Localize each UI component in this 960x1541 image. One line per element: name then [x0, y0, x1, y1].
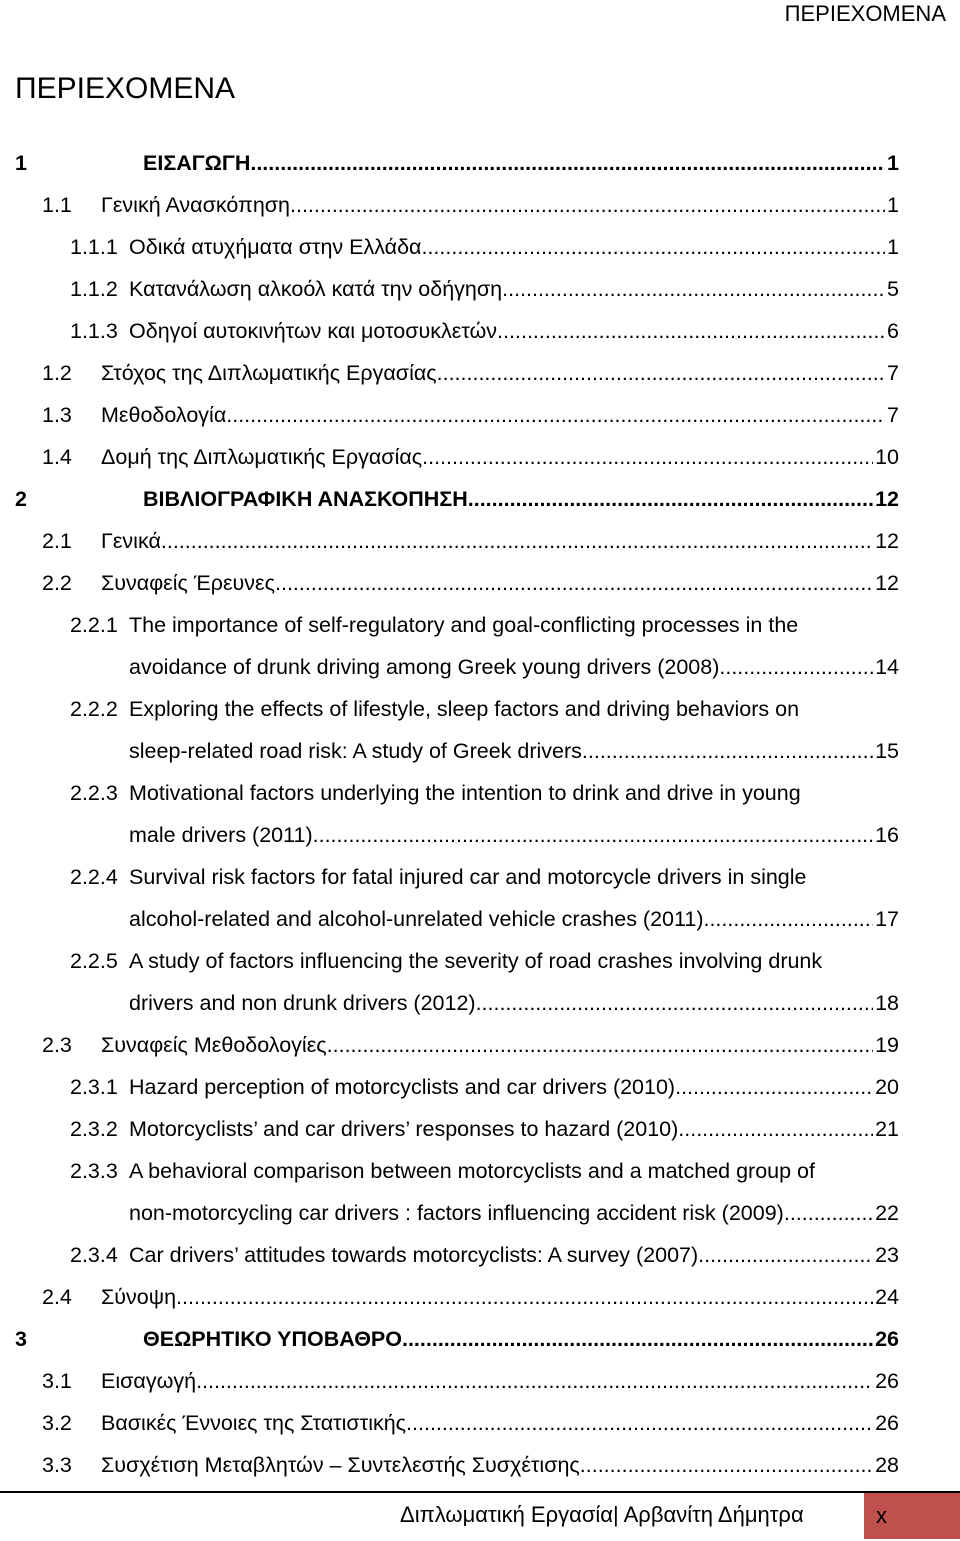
toc-entry-title: Μεθοδολογία: [101, 403, 227, 427]
footer-text: Διπλωματική Εργασία| Αρβανίτη Δήμητρα: [400, 1502, 804, 1527]
toc-entry[interactable]: [0, 184, 960, 226]
toc-entry-number: 1.3: [42, 403, 72, 427]
toc-leader-dots: [476, 982, 874, 1024]
toc-entry-page: 21: [875, 1117, 899, 1141]
toc-entry-number: 2.2.4: [70, 865, 118, 889]
toc-entry-page: 1: [887, 193, 899, 217]
toc-entry[interactable]: [0, 520, 960, 562]
toc-entry-title: Σύνοψη: [101, 1285, 177, 1309]
toc-entry-page: 17: [875, 907, 899, 931]
toc-entry-title-continued: alcohol-related and alcohol-unrelated vehicle crashes (2011): [129, 907, 704, 931]
toc-entry[interactable]: [0, 772, 960, 856]
toc-leader-dots: [586, 1444, 873, 1486]
toc-entry-title: Οδικά ατυχήματα στην Ελλάδα: [129, 235, 422, 259]
toc-entry-title: Car drivers’ attitudes towards motorcyclists: A survey (2007): [129, 1243, 699, 1267]
toc-leader-dots: [226, 394, 885, 436]
footer-page-number: [864, 1493, 960, 1539]
toc-entry-title: Συναφείς Έρευνες: [101, 571, 275, 595]
toc-entry-page: 26: [875, 1411, 899, 1435]
toc-entry[interactable]: [0, 940, 960, 1024]
toc-entry-page: 1: [887, 151, 899, 175]
toc-entry-page: 15: [875, 739, 899, 763]
toc-entry-number: 3.3: [42, 1453, 72, 1477]
toc-entry[interactable]: [0, 310, 960, 352]
toc-leader-dots: [675, 1066, 873, 1108]
toc-entry[interactable]: [0, 1360, 960, 1402]
toc-entry-number: 2.1: [42, 529, 72, 553]
toc-entry-title: Motorcyclists’ and car drivers’ responses to hazard (2010): [129, 1117, 679, 1141]
toc-entry[interactable]: [0, 478, 960, 520]
toc-entry-number: 2.2: [42, 571, 72, 595]
toc-entry[interactable]: [0, 268, 960, 310]
toc-entry-number: 2.2.5: [70, 949, 118, 973]
toc-leader-dots: [406, 1402, 873, 1444]
toc-entry-number: 3.2: [42, 1411, 72, 1435]
toc-leader-dots: [437, 352, 885, 394]
toc-leader-dots: [698, 1234, 873, 1276]
toc-entry-number: 1.1.1: [70, 235, 118, 259]
toc-leader-dots: [250, 142, 885, 184]
toc-leader-dots: [290, 184, 885, 226]
toc-entry[interactable]: [0, 562, 960, 604]
toc-entry-number: 2.2.3: [70, 781, 118, 805]
toc-entry-page: 22: [875, 1201, 899, 1225]
toc-entry-page: 28: [875, 1453, 899, 1477]
toc-entry-title: Γενική Ανασκόπηση: [101, 193, 291, 217]
toc-entry-page: 6: [887, 319, 899, 343]
toc-entry[interactable]: [0, 1444, 960, 1486]
toc-entry-number: 1.1.3: [70, 319, 118, 343]
toc-entry-number: 2.3.2: [70, 1117, 118, 1141]
toc-entry-number: 1: [15, 151, 27, 175]
toc-entry-number: 2.3.1: [70, 1075, 118, 1099]
toc-leader-dots: [468, 478, 873, 520]
toc-entry-number: 2.3.3: [70, 1159, 118, 1183]
toc-entry-title: Δομή της Διπλωματικής Εργασίας: [101, 445, 423, 469]
toc-entry-number: 1.4: [42, 445, 72, 469]
toc-leader-dots: [161, 520, 873, 562]
toc-entry[interactable]: [0, 856, 960, 940]
toc-leader-dots: [703, 898, 873, 940]
toc-entry-title: Οδηγοί αυτοκινήτων και μοτοσυκλετών.: [129, 319, 504, 343]
toc-entry[interactable]: [0, 394, 960, 436]
toc-entry-number: 1.2: [42, 361, 72, 385]
toc-entry-page: 16: [875, 823, 899, 847]
toc-entry-page: 7: [887, 361, 899, 385]
toc-entry-number: 2.3.4: [70, 1243, 118, 1267]
toc-entry-title: Motivational factors underlying the intention to drink and drive in young: [129, 781, 801, 805]
toc-entry-page: 1: [887, 235, 899, 259]
toc-entry-number: 2.2.1: [70, 613, 118, 637]
toc-entry-page: 23: [875, 1243, 899, 1267]
toc-entry-number: 2: [15, 487, 27, 511]
toc-entry-title-continued: non-motorcycling car drivers : factors influencing accident risk (2009).: [129, 1201, 790, 1225]
toc-entry-page: 12: [875, 571, 899, 595]
toc-entry-page: 24: [875, 1285, 899, 1309]
toc-leader-dots: [402, 1318, 873, 1360]
toc-leader-dots: [678, 1108, 873, 1150]
toc-entry-page: 19: [875, 1033, 899, 1057]
toc-entry-page: 18: [875, 991, 899, 1015]
toc-entry-page: 26: [875, 1369, 899, 1393]
toc-entry-page: 26: [875, 1327, 899, 1351]
toc-leader-dots: [176, 1276, 873, 1318]
toc-entry-number: 2.4: [42, 1285, 72, 1309]
footer-rule: [0, 1491, 960, 1493]
toc-entry-title: Γενικά: [101, 529, 161, 553]
toc-entry-title: Στόχος της Διπλωματικής Εργασίας: [101, 361, 437, 385]
toc-entry-number: 2.3: [42, 1033, 72, 1057]
toc-entry-number: 3.1: [42, 1369, 72, 1393]
toc-entry[interactable]: [0, 1066, 960, 1108]
toc-leader-dots: [725, 646, 873, 688]
page-title: ΠΕΡΙΕΧΟΜΕΝΑ: [15, 72, 236, 105]
toc-leader-dots: [503, 310, 885, 352]
toc-entry-number: 2.2.2: [70, 697, 118, 721]
toc-entry-title: Βασικές Έννοιες της Στατιστικής: [101, 1411, 407, 1435]
toc-entry-page: 12: [875, 529, 899, 553]
toc-entry-title: Hazard perception of motorcyclists and car drivers (2010): [129, 1075, 676, 1099]
toc-entry-title-continued: male drivers (2011): [129, 823, 313, 847]
toc-entry-title: Συσχέτιση Μεταβλητών – Συντελεστής Συσχέτισης.: [101, 1453, 586, 1477]
footer-page-label: x: [876, 1503, 887, 1528]
toc-leader-dots: [790, 1192, 873, 1234]
toc-entry[interactable]: [0, 1234, 960, 1276]
toc-entry[interactable]: [0, 1276, 960, 1318]
toc-entry-page: 14: [875, 655, 899, 679]
toc-entry[interactable]: [0, 226, 960, 268]
toc-entry-title-continued: avoidance of drunk driving among Greek young drivers (2008).: [129, 655, 726, 679]
toc-entry-number: 1.1.2: [70, 277, 118, 301]
toc-leader-dots: [508, 268, 885, 310]
toc-entry-title: Κατανάλωση αλκοόλ κατά την οδήγηση.: [129, 277, 509, 301]
toc-entry-title: Εισαγωγή: [101, 1369, 197, 1393]
toc-entry[interactable]: [0, 142, 960, 184]
toc-leader-dots: [313, 814, 873, 856]
toc-leader-dots: [275, 562, 873, 604]
toc-entry[interactable]: [0, 688, 960, 772]
toc-entry[interactable]: [0, 1150, 960, 1234]
toc-entry-number: 1.1: [42, 193, 72, 217]
toc-entry[interactable]: [0, 1402, 960, 1444]
toc-entry-page: 12: [875, 487, 899, 511]
toc-entry-title: ΒΙΒΛΙΟΓΡΑΦΙΚΗ ΑΝΑΣΚΟΠΗΣΗ: [143, 487, 468, 511]
toc-entry-page: 5: [887, 277, 899, 301]
toc-entry-title: Exploring the effects of lifestyle, sleep factors and driving behaviors on: [129, 697, 800, 721]
toc-entry-title: Survival risk factors for fatal injured car and motorcycle drivers in single: [129, 865, 807, 889]
toc-leader-dots: [196, 1360, 873, 1402]
toc-leader-dots: [421, 226, 885, 268]
toc-entry-title: ΕΙΣΑΓΩΓΗ: [143, 151, 251, 175]
toc-leader-dots: [588, 730, 873, 772]
toc-leader-dots: [422, 436, 873, 478]
toc-entry[interactable]: [0, 436, 960, 478]
running-header: ΠΕΡΙΕΧΟΜΕΝΑ: [784, 1, 946, 26]
toc-entry[interactable]: [0, 1108, 960, 1150]
toc-leader-dots: [327, 1024, 873, 1066]
toc-entry-title: A behavioral comparison between motorcyclists and a matched group of: [129, 1159, 815, 1183]
toc-entry[interactable]: [0, 1024, 960, 1066]
toc-entry-page: 20: [875, 1075, 899, 1099]
toc-entry-title: A study of factors influencing the severity of road crashes involving drunk: [129, 949, 823, 973]
toc-entry[interactable]: [0, 604, 960, 688]
toc-entry-page: 7: [887, 403, 899, 427]
toc-entry-title: Συναφείς Μεθοδολογίες: [101, 1033, 327, 1057]
toc-entry-page: 10: [875, 445, 899, 469]
toc-entry-number: 3: [15, 1327, 27, 1351]
toc-entry-title: ΘΕΩΡΗΤΙΚΟ ΥΠΟΒΑΘΡΟ: [143, 1327, 402, 1351]
toc-entry-title: The importance of self-regulatory and goal-conflicting processes in the: [129, 613, 799, 637]
toc-entry[interactable]: [0, 352, 960, 394]
toc-entry[interactable]: [0, 1318, 960, 1360]
toc-entry-title-continued: drivers and non drunk drivers (2012): [129, 991, 476, 1015]
toc-entry-title-continued: sleep-related road risk: A study of Greek drivers.: [129, 739, 588, 763]
